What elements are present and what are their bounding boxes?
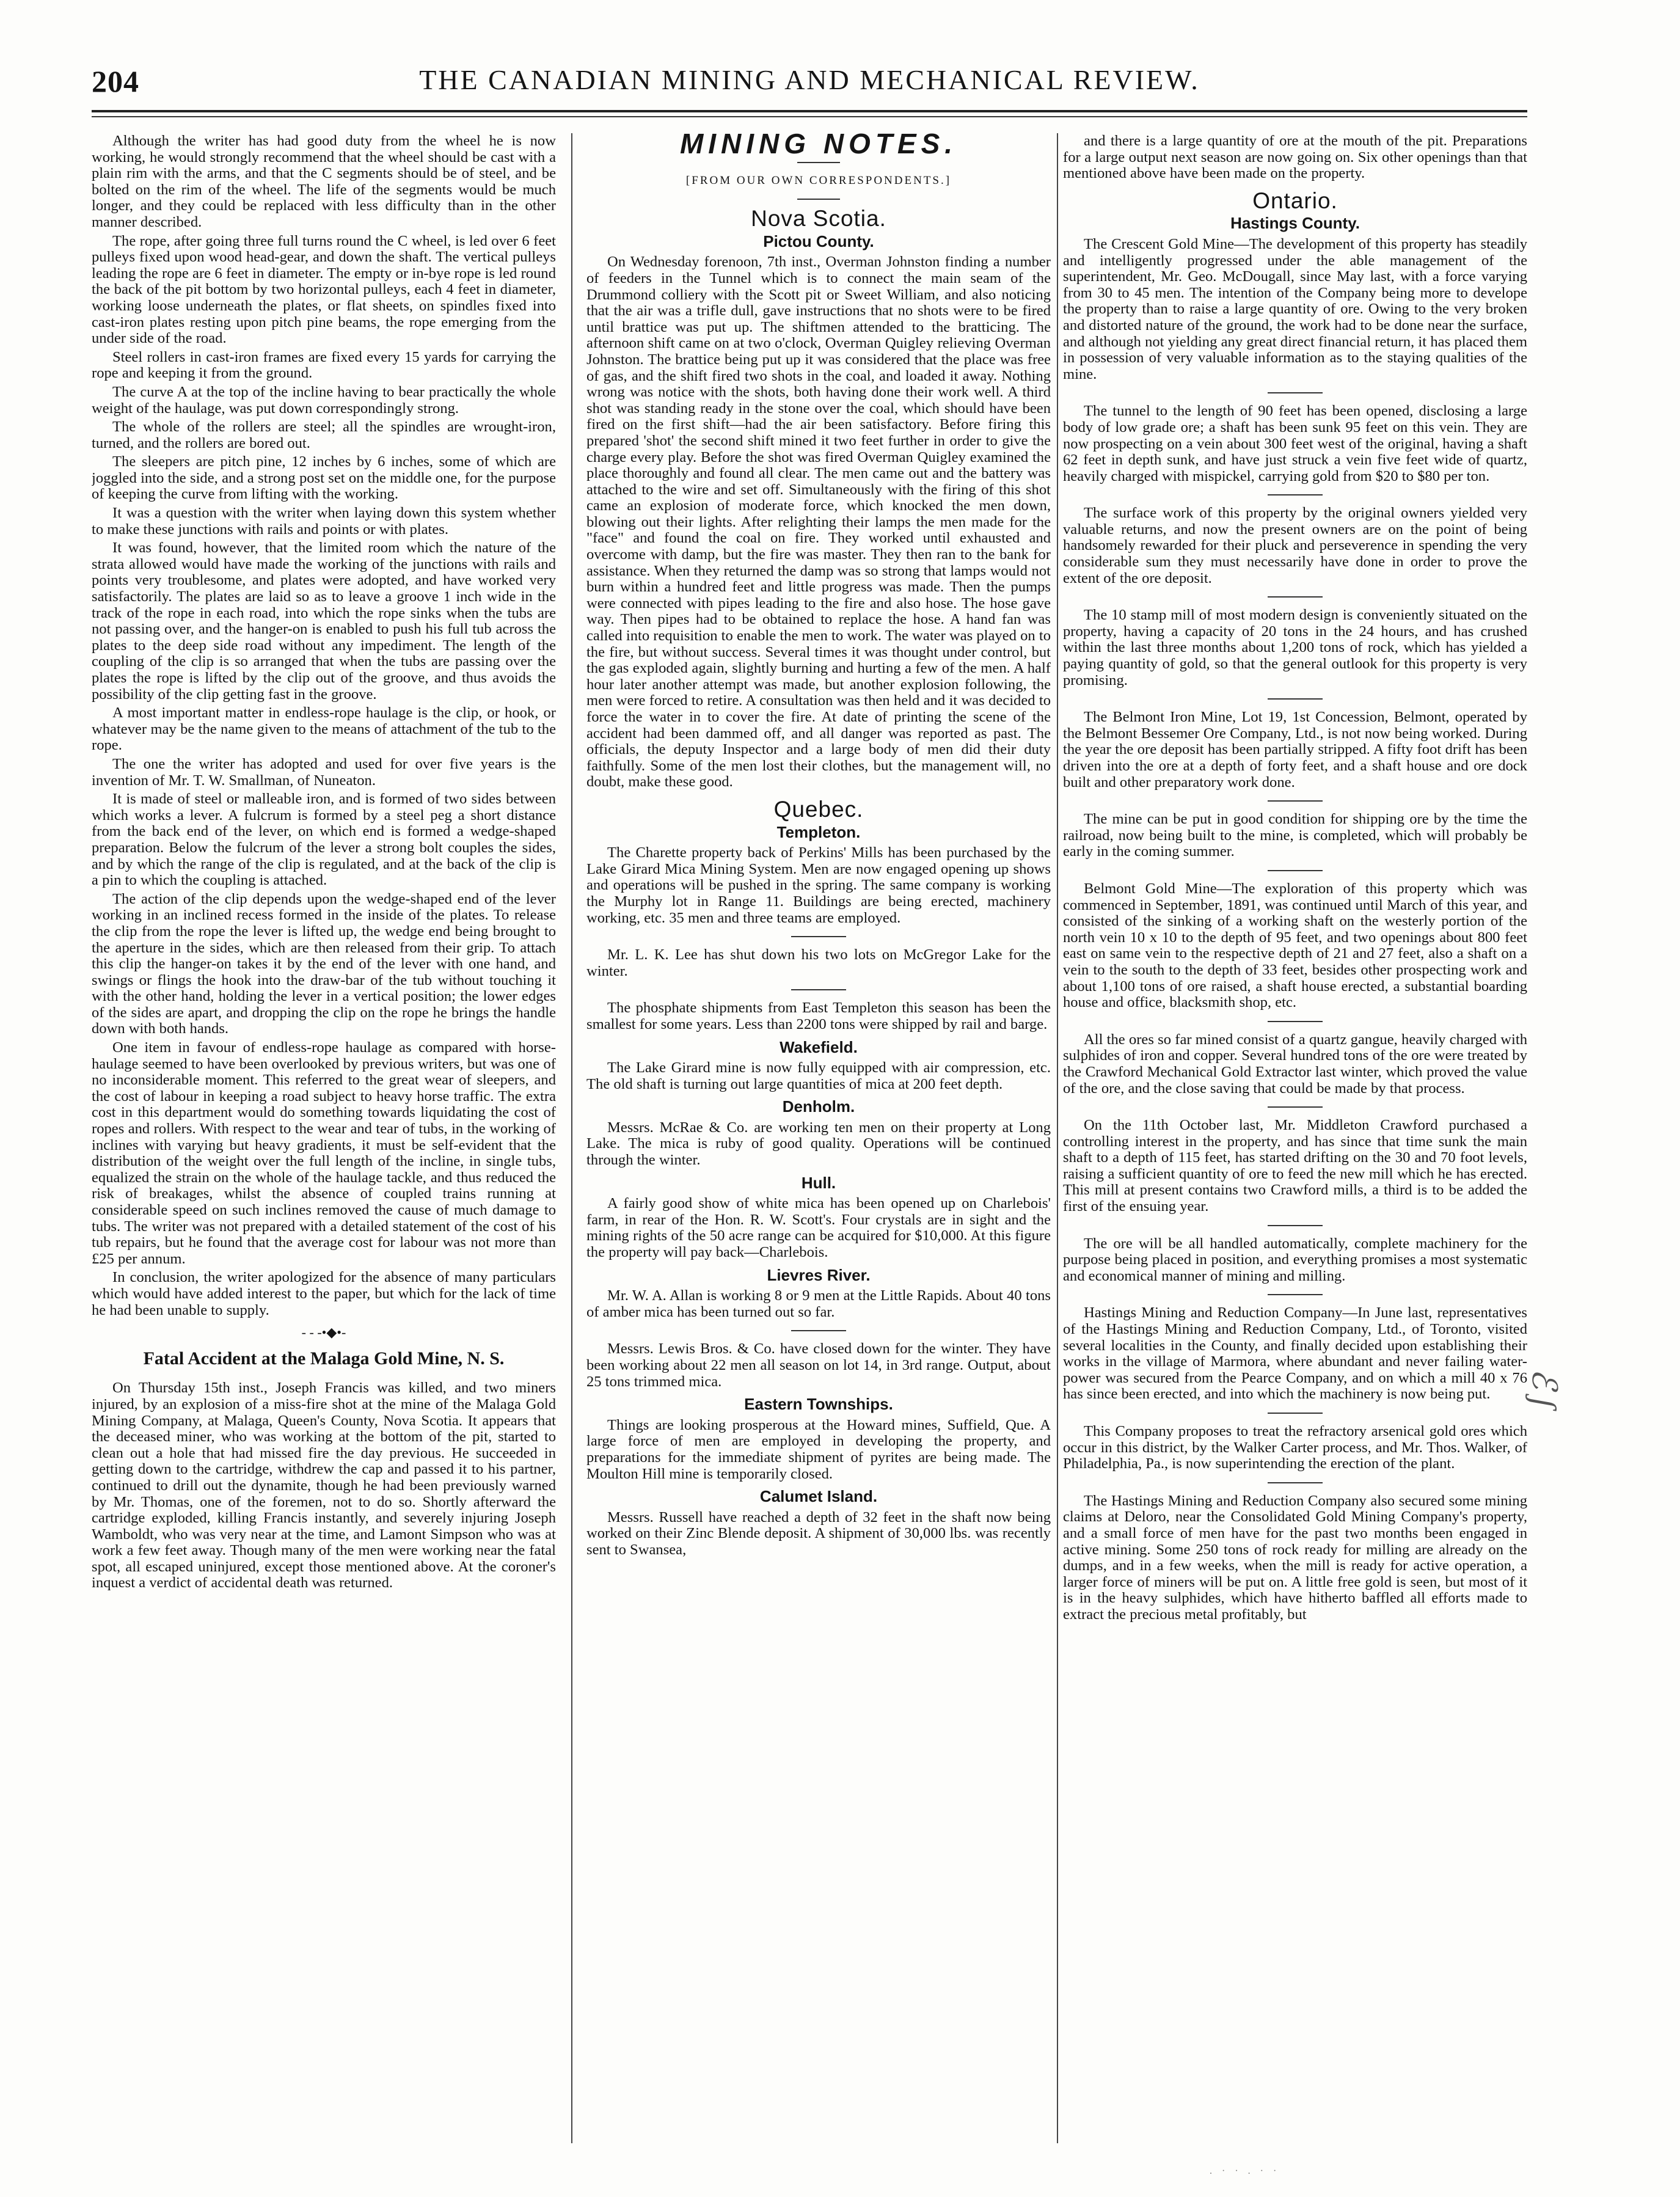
deloro-item xyxy=(1063,1493,1527,1623)
paragraph: The action of the clip depends upon the wedge-shaped end of the lever working in an inclined recess formed in the inside of the plates. To release the clip from the rope the lever is lifted up, the wedge end being brought to the aperture in the sides, which are then released from their grip. To attach this clip the hanger-on takes it by the end of the lever with one hand, and swings or flings the hook into the draw-bar of the tub without touching it with the other hand, holding the lever in a vertical position; the lower edges of the sides are apart, and dropping the clip on the rope he brings the handle down with both hands. xyxy=(92,890,556,1037)
refractory-ores-item xyxy=(1063,1424,1527,1472)
paragraph: The Crescent Gold Mine—The development of this property has steadily and intelligently progressed under the able management of the superintendent, Mr. Geo. McDougall, since May last, with a force varying from 30 to 45 men. The intention of the Company being more to develope the property than to raise a large quantity of ore. Owing to the very broken and distorted nature of the ground, the work had to be done near the surface, and although not yielding any great direct financial return, it has placed them in possession of very valuable information as to the staying qualities of the mine. xyxy=(1063,235,1527,382)
machinery-item xyxy=(1063,1236,1527,1285)
hastings-reduction-item xyxy=(1063,1305,1527,1403)
paragraph: The sleepers are pitch pine, 12 inches by 6 inches, some of which are joggled into the side, and a strong post set on the middle one, for the purpose of keeping the curve from lifting with the working. xyxy=(92,453,556,503)
paragraph: One item in favour of endless-rope haulage as compared with horse-haulage seemed to have been overlooked by previous writers, but was one of no inconsiderable moment. This referred to the great wear of sleepers, and the cost of labour in keeping a road subject to heavy horse traffic. The extra cost in this department would do something towards liquidating the cost of ropes and rollers. With respect to the wear and tear of tubs, in the working of inclines with varying but heavy gradients, it must be self-evident that the distribution of the weight over the full length of the incline, in single tubs, equalized the strain on the whole of the haulage tackle, and thus reduced the risk of breakages, whilst the absence of coupled trains running at considerable speed on such inclines removed the cause of much damage to tubs. The writer was not prepared with a detailed statement of the cost of his tub repairs, but he found that the average cost for labour was not more than £25 per annum. xyxy=(92,1039,556,1267)
header-rule-thick xyxy=(92,110,1527,112)
paragraph: A most important matter in endless-rope haulage is the clip, or hook, or whatever may be the name given to the means of attachment of the tub to the rope. xyxy=(92,704,556,754)
separator xyxy=(1268,392,1323,393)
paragraph: Hastings Mining and Reduction Company—In June last, representatives of the Hastings Mining and Reduction Company, Ltd., of Toronto, visited several localities in the County, and finally decided upon establishing their works in the village of Marmora, where abundant and never failing water-power was secured from the Pearce Company, and on which a mill 40 x 76 has since been erected, and into which the machinery is now being put. xyxy=(1063,1304,1527,1403)
templeton-body xyxy=(586,845,1051,1033)
paragraph: The whole of the rollers are steel; all the spindles are wrought-iron, turned, and the rollers are bored out. xyxy=(92,419,556,451)
article-title: Fatal Accident at the Malaga Gold Mine, N. S. xyxy=(143,1348,505,1369)
separator xyxy=(1268,698,1323,700)
separator xyxy=(791,936,846,937)
footer-specks: . · · . · · xyxy=(1210,2166,1280,2176)
paragraph: The phosphate shipments from East Templeton this season has been the smallest for some years. Less than 2200 tons were shipped by rail and barge. xyxy=(586,1000,1051,1033)
surface-work-item xyxy=(1063,505,1527,587)
eastern-townships-body xyxy=(586,1417,1051,1482)
paragraph: Messrs. McRae & Co. are working ten men on their property at Long Lake. The mica is ruby of good quality. Operations will be continued through the winter. xyxy=(586,1119,1051,1169)
paragraph: On Thursday 15th inst., Joseph Francis was killed, and two miners injured, by an explosion of a miss-fire shot at the mine of the Malaga Gold Mining Company, at Malaga, Queen's County, Nova Scotia. It appears that the deceased miner, who was working at the bottom of the pit, started to clean out a hole that had missed fire the day previous. He succeeded in getting down to the cartridge, withdrew the cap and passed it to his partner, continued to drill out the dynamite, though he had been previously warned by Mr. Thomas, one of the foremen, not to do so. Shortly afterward the cartridge exploded, killing Francis instantly, and severely injuring Joseph Wamboldt, who was very near at the time, and Lamont Simpson who was at work a few feet away. Though many of the men were working near the fatal spot, all escaped uninjured, except those mentioned above. At the coroner's inquest a verdict of accidental death was returned. xyxy=(92,1380,556,1592)
paragraph: The surface work of this property by the original owners yielded very valuable returns, and now the present owners are on the point of being handsomely rewarded for their pluck and perseverence in spending the very considerable sum they must necessarily have done in order to prove the extent of the ore deposit. xyxy=(1063,505,1527,587)
paragraph: The Lake Girard mine is now fully equipped with air compression, etc. The old shaft is turning out large quantities of mica at 200 feet depth. xyxy=(586,1059,1051,1092)
tunnel-item xyxy=(1063,403,1527,484)
subsection-heading-templeton: Templeton. xyxy=(776,822,861,841)
column-right xyxy=(1063,133,1527,2143)
nova-scotia-body xyxy=(586,254,1051,791)
subsection-heading-pictou: Pictou County. xyxy=(763,232,874,250)
subsection-heading-wakefield: Wakefield. xyxy=(780,1037,858,1056)
paragraph: In conclusion, the writer apologized for the absence of many particulars which would have added interest to the paper, but which for the lack of time he had been unable to supply. xyxy=(92,1269,556,1318)
correspondents-line: [FROM OUR OWN CORRESPONDENTS.] xyxy=(685,174,952,187)
subsection-heading-hull: Hull. xyxy=(801,1173,836,1192)
separator xyxy=(1268,596,1323,598)
separator xyxy=(1268,1225,1323,1226)
separator xyxy=(797,199,840,200)
article-body xyxy=(92,1380,556,1592)
ores-item xyxy=(1063,1032,1527,1097)
paragraph: The Charette property back of Perkins' Mills has been purchased by the Lake Girard Mica Mining System. Men are now engaged opening up shows and operations will be pushed in the spring. The same company is working the Murphy lot in Range 11. Buildings are being erected, machinery working, etc. 35 men and three teams are employed. xyxy=(586,844,1051,926)
subsection-heading-lievres: Lievres River. xyxy=(767,1265,871,1284)
subsection-heading-denholm: Denholm. xyxy=(782,1097,855,1116)
paragraph: Mr. W. A. Allan is working 8 or 9 men at the Little Rapids. About 40 tons of amber mica has been turned out so far. xyxy=(586,1287,1051,1320)
separator xyxy=(791,1330,846,1331)
wakefield-body xyxy=(586,1060,1051,1092)
subsection-heading-calumet: Calumet Island. xyxy=(759,1487,878,1506)
paragraph: The one the writer has adopted and used for over five years is the invention of Mr. T. W. Smallman, of Nuneaton. xyxy=(92,755,556,789)
running-title: THE CANADIAN MINING AND MECHANICAL REVIEW. xyxy=(419,64,1200,95)
paragraph: On the 11th October last, Mr. Middleton Crawford purchased a controlling interest in the property, and has since that time sunk the main shaft to a depth of 115 feet, has started drifting on the 30 and 70 foot levels, raising a sufficient quantity of ore to feed the new mill which he has erected. This mill at present contains two Crawford mills, a third is to be added the first of the ensuing year. xyxy=(1063,1117,1527,1215)
denholm-body xyxy=(586,1120,1051,1169)
paragraph: Mr. L. K. Lee has shut down his two lots on McGregor Lake for the winter. xyxy=(586,946,1051,979)
paragraph: The Hastings Mining and Reduction Company also secured some mining claims at Deloro, near the Consolidated Gold Mining Company's property, and a small force of men have for the past two months been engaged in active mining. Some 250 tons of rock ready for milling are already on the dumps, and in a few weeks, when the mill is ready for active operation, a larger force of miners will be put on. A little free gold is seen, but most of it is in the heavy sulphides, which have hitherto baffled all efforts made to extract the precious metal profitably, but xyxy=(1063,1492,1527,1623)
section-heading-nova-scotia: Nova Scotia. xyxy=(751,206,886,232)
ornament-divider: - - -•◆•- xyxy=(301,1325,346,1340)
separator xyxy=(1268,1294,1323,1295)
separator xyxy=(1268,1106,1323,1108)
separator xyxy=(791,989,846,990)
paragraph: The ore will be all handled automatically, complete machinery for the purpose being placed in position, and everything promises a most systematic and economical manner of mining and milling. xyxy=(1063,1235,1527,1284)
shipping-item xyxy=(1063,811,1527,860)
column-center xyxy=(586,133,1051,2143)
paragraph: The rope, after going three full turns round the C wheel, is led over 6 feet pulleys fixed upon wood head-gear, and down the shaft. The vertical pulleys leading the rope are 6 feet in diameter. The empty or in-bye rope is led round the back of the pit bottom by two horizontal pulleys, each 4 feet in diameter, working loose underneath the plates, or flat sheets, on spindles fixed into cast-iron plates resting upon pitch pine beams, the rope emerging from the under side of the road. xyxy=(92,232,556,347)
article-continuation xyxy=(92,133,556,1318)
hull-body xyxy=(586,1196,1051,1260)
paragraph: The Belmont Iron Mine, Lot 19, 1st Concession, Belmont, operated by the Belmont Bessemer Ore Company, Ltd., is not now being worked. During the year the ore deposit has been partially stripped. A fifty foot drift has been driven into the ore at a depth of forty feet, and a shaft house and ore dock built and other preparatory work done. xyxy=(1063,709,1527,791)
column-divider xyxy=(1057,133,1058,2143)
separator xyxy=(1268,1482,1323,1483)
handwritten-margin-mark: ℰ ʃ xyxy=(1525,1369,1563,1408)
calumet-body xyxy=(586,1510,1051,1559)
paragraph: Messrs. Russell have reached a depth of 32 feet in the shaft now being worked on their Zinc Blende deposit. A shipment of 30,000 lbs. was recently sent to Swansea, xyxy=(586,1508,1051,1558)
header-rule-thin xyxy=(92,116,1527,117)
separator xyxy=(1268,800,1323,802)
paragraph: A fairly good show of white mica has been opened up on Charlebois' farm, in rear of the Hon. R. W. Scott's. Four crystals are in sight and the mining rights of the 50 acre range can be acquired for $10,000. At this figure the property will pay back—Charlebois. xyxy=(586,1195,1051,1261)
paragraph: Although the writer has had good duty from the wheel he is now working, he would strongly recommend that the wheel should be cast with a plain rim with the arms, and that the C segments should be of steel, and be bolted on the rim of the wheel. The life of the segments would be much longer, and they could be replaced with less difficulty than in the other manner described. xyxy=(92,133,556,230)
separator xyxy=(1268,870,1323,871)
paragraph: Things are looking prosperous at the Howard mines, Suffield, Que. A large force of men are employed in developing the property, and preparations for the immediate shipment of pyrites are being made. The Moulton Hill mine is temporarily closed. xyxy=(586,1416,1051,1482)
subsection-heading-hastings: Hastings County. xyxy=(1230,214,1360,233)
paragraph: The curve A at the top of the incline having to bear practically the whole weight of the haulage, was put down correspondingly strong. xyxy=(92,383,556,417)
lievres-body xyxy=(586,1288,1051,1390)
paragraph: On Wednesday forenoon, 7th inst., Overman Johnston finding a number of feeders in the Tunnel which is to connect the main seam of the Drummond colliery with the Scott pit or Sweet William, and also noticing that the air was a trifle dull, gave instructions that no shots were to be fired until brattice was put up. The shiftmen attended to the bratticing. The afternoon shift came on at two o'clock, Overman Quigley relieving Overman Johnston. The brattice being put up it was considered that the place was free of gas, and the shift fired two shots in the coal, and loaded it away. Nothing wrong was notice with the shots, both having done their work well. A third shot was standing ready in the stone over the coal, which should have been fired on the first shift—had the air been satisfactory. Before firing this prepared 'shot' the second shift mined it two feet further in order to give the charge every play. Before the shot was fired Overman Quigley examined the place thoroughly and found all clear. The men came out and the battery was attached to the wire and set off. Simultaneously with the firing of this shot came an explosion of moderate force, which knocked the men down, blowing out their lights. After relighting their lamps the men made for the "face" and found the coal on fire. They worked until exhausted and overcome with damp, but the fire was master. They then ran to the bank for assistance. When they returned the damp was so strong that lamps would not burn within a hundred feet and little progress was made. Then the pumps were connected with pipes leading to the fire and also hose. The hose gave way. Then pipes had to be obtained to replace the hose. A hand fan was called into requisition to enable the men to work. The water was played on to the fire, but without success. Several times it was thought under control, but the gas exploded again, slightly burning and hurting a few of the men. A half hour later another attempt was made, but another explosion following, the men were forced to retire. A consultation was then held and it was decided to force the water in to cover the fire. At date of printing the scene of the accident had been dammed off, and all danger was reported as past. The officials, the deputy Inspector and a large body of men did their duty faithfully. Some of the men lost their clothes, but the management will, no doubt, make these good. xyxy=(586,254,1051,791)
paragraph: All the ores so far mined consist of a quartz gangue, heavily charged with sulphides of iron and copper. Several hundred tons of the ore were treated by the Crawford Mechanical Gold Extractor last winter, which proved the value of the ore, and the close saving that could be made by that process. xyxy=(1063,1031,1527,1097)
belmont-gold-mine-item xyxy=(1063,881,1527,1011)
paragraph: Messrs. Lewis Bros. & Co. have closed down for the winter. They have been working about 22 men all season on lot 14, in 3rd range. Output, about 25 tons trimmed mica. xyxy=(586,1340,1051,1390)
column-left xyxy=(92,133,556,2143)
calumet-continuation xyxy=(1063,133,1527,182)
separator xyxy=(1268,494,1323,495)
paragraph: It is made of steel or malleable iron, and is formed of two sides between which works a lever. A fulcrum is formed by a steel peg a short distance from the back end of the lever, on which end is formed a wedge-shaped preparation. Below the fulcrum of the lever a strong bolt couples the sides, and by which the range of the clip is regulated, and at the back of the clip is a pin to which the coupling is attached. xyxy=(92,791,556,889)
page-number: 204 xyxy=(92,64,139,98)
paragraph: Steel rollers in cast-iron frames are fixed every 15 yards for carrying the rope and keeping it from the ground. xyxy=(92,348,556,382)
paragraph: The mine can be put in good condition for shipping ore by the time the railroad, now being built to the mine, is completed, which will probably be early in the coming summer. xyxy=(1063,811,1527,860)
page-header xyxy=(92,64,1527,106)
paragraph: This Company proposes to treat the refractory arsenical gold ores which occur in this district, by the Walker Carter process, and Mr. Thos. Walker, of Philadelphia, Pa., is now superintending the erection of the plant. xyxy=(1063,1423,1527,1472)
section-heading-ontario: Ontario. xyxy=(1252,188,1338,213)
section-heading-quebec: Quebec. xyxy=(773,796,864,822)
separator xyxy=(1268,1021,1323,1022)
crescent-gold-mine-item xyxy=(1063,236,1527,382)
belmont-iron-mine-item xyxy=(1063,709,1527,791)
mining-notes-title: MINING NOTES. xyxy=(679,133,958,159)
separator xyxy=(1268,1413,1323,1414)
subsection-heading-eastern-townships: Eastern Townships. xyxy=(744,1395,893,1414)
paragraph: The 10 stamp mill of most modern design is conveniently situated on the property, having a capacity of 20 tons in the 24 hours, and has crushed within the last three months about 1,200 tons of rock, which has yielded a paying quantity of gold, so that the general outlook for this property is very promising. xyxy=(1063,607,1527,689)
paragraph: Belmont Gold Mine—The exploration of this property which was commenced in September, 1891, was continued until March of this year, and consisted of the sinking of a working shaft on the westerly portion of the north vein 10 x 10 to the depth of 95 feet, and two openings about 800 feet east on same vein to the respective depth of 21 and 27 feet, also a shaft on a vein to the south to the depth of 33 feet, besides other prospecting work and about 1,100 tons of ore raised, a shaft house erected, a substantial boarding house and office, blacksmith shop, etc. xyxy=(1063,880,1527,1011)
paragraph: It was a question with the writer when laying down this system whether to make these junctions with rails and points or with plates. xyxy=(92,505,556,538)
paragraph: and there is a large quantity of ore at the mouth of the pit. Preparations for a large output next season are now going on. Six other openings than that mentioned above have been made on the property. xyxy=(1063,133,1527,182)
column-divider xyxy=(571,133,572,2143)
paragraph: The tunnel to the length of 90 feet has been opened, disclosing a large body of low grade ore; a shaft has been sunk 95 feet on this vein. They are now prospecting on a vein about 300 feet west of the original, having a shaft 62 feet in depth sunk, and have just struck a vein five feet wide of quartz, heavily charged with mispickel, carrying gold from $20 to $80 per ton. xyxy=(1063,403,1527,484)
crawford-item xyxy=(1063,1117,1527,1215)
paragraph: It was found, however, that the limited room which the nature of the strata allowed would have made the working of the junctions with rails and points very troublesome, and plates were adopted, and have worked very satisfactorily. The plates are laid so as to leave a groove 1 inch wide in the track of the rope in each road, into which the rope sinks when the tubs are not passing over, and the hanger-on is enabled to push his full tub across the plates to the deep side road without any impediment. The length of the coupling of the clip is so arranged that when the tubs are passing over the plates the rope is lifted by the clip out of the groove, and thus avoids the possibility of the clip getting fast in the groove. xyxy=(92,539,556,703)
separator xyxy=(797,162,840,163)
stamp-mill-item xyxy=(1063,607,1527,689)
